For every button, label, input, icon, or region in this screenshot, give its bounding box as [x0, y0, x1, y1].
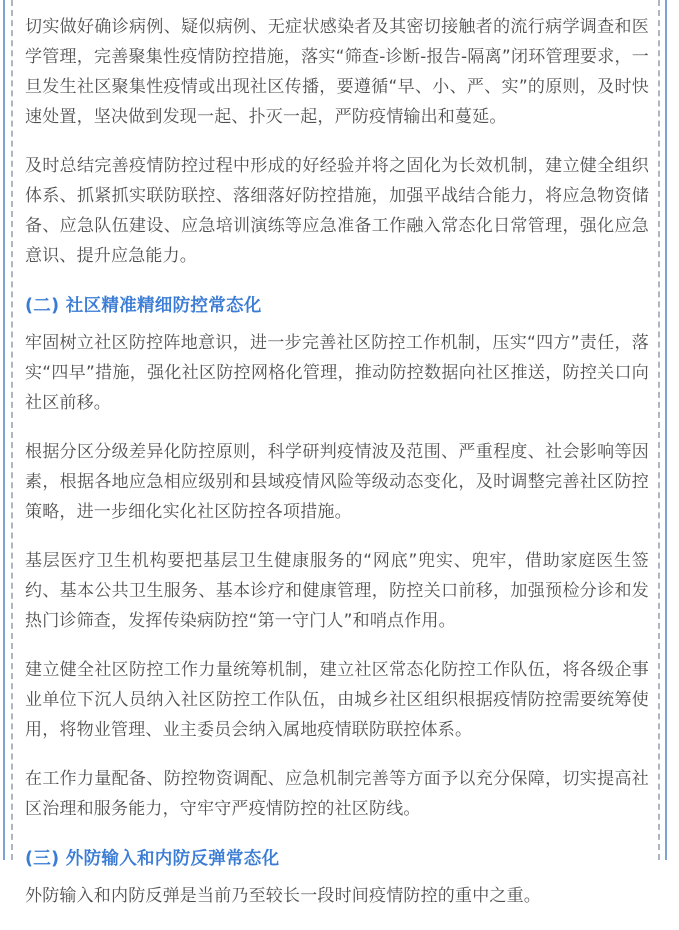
body-paragraph: 外防输入和内防反弹是当前乃至较长一段时间疫情防控的重中之重。 — [25, 886, 541, 906]
body-paragraph: 建立健全社区防控工作力量统筹机制，建立社区常态化防控工作队伍，将各级企事业单位下沉人员纳入社区防控工作队伍，由城乡社区组织根据疫情防控需要统筹使用，将物业管理、业主委员会纳入属地疫情联防联控体系。 — [25, 660, 649, 740]
section-heading-import-rebound-prevention: (三) 外防输入和内防反弹常态化 — [25, 849, 280, 869]
body-paragraph: 根据分区分级差异化防控原则，科学研判疫情波及范围、严重程度、社会影响等因素，根据各地应急相应级别和县域疫情风险等级动态变化，及时调整完善社区防控策略，进一步细化实化社区防控各项措施。 — [25, 442, 649, 522]
section-heading-community-precise-control: (二) 社区精准精细防控常态化 — [25, 296, 262, 316]
article-content — [25, 0, 649, 930]
body-paragraph: 切实做好确诊病例、疑似病例、无症状感染者及其密切接触者的流行病学调查和医学管理，完善聚集性疫情防控措施，落实“筛查-诊断-报告-隔离”闭环管理要求，一旦发生社区聚集性疫情或出现社区传播，要遵循“早、小、严、实”的原则，及时快速处置，坚决做到发现一起、扑灭一起，严防疫情输出和蔓延。 — [25, 17, 649, 127]
frame-left-dashed-line — [11, 0, 13, 860]
frame-right-dashed-line — [658, 0, 660, 860]
body-paragraph: 在工作力量配备、防控物资调配、应急机制完善等方面予以充分保障，切实提高社区治理和服务能力，守牢守严疫情防控的社区防线。 — [25, 769, 649, 819]
body-paragraph: 牢固树立社区防控阵地意识，进一步完善社区防控工作机制，压实“四方”责任，落实“四早”措施，强化社区防控网格化管理，推动防控数据向社区推送，防控关口向社区前移。 — [25, 333, 649, 413]
frame-left-solid-line — [3, 0, 5, 860]
frame-right-solid-line — [665, 0, 667, 860]
body-paragraph: 及时总结完善疫情防控过程中形成的好经验并将之固化为长效机制，建立健全组织体系、抓紧抓实联防联控、落细落好防控措施，加强平战结合能力，将应急物资储备、应急队伍建设、应急培训演练等应急准备工作融入常态化日常管理，强化应急意识、提升应急能力。 — [25, 156, 649, 266]
body-paragraph: 基层医疗卫生机构要把基层卫生健康服务的“网底”兜实、兜牢，借助家庭医生签约、基本公共卫生服务、基本诊疗和健康管理，防控关口前移，加强预检分诊和发热门诊筛查，发挥传染病防控“第一守门人”和哨点作用。 — [25, 551, 649, 631]
